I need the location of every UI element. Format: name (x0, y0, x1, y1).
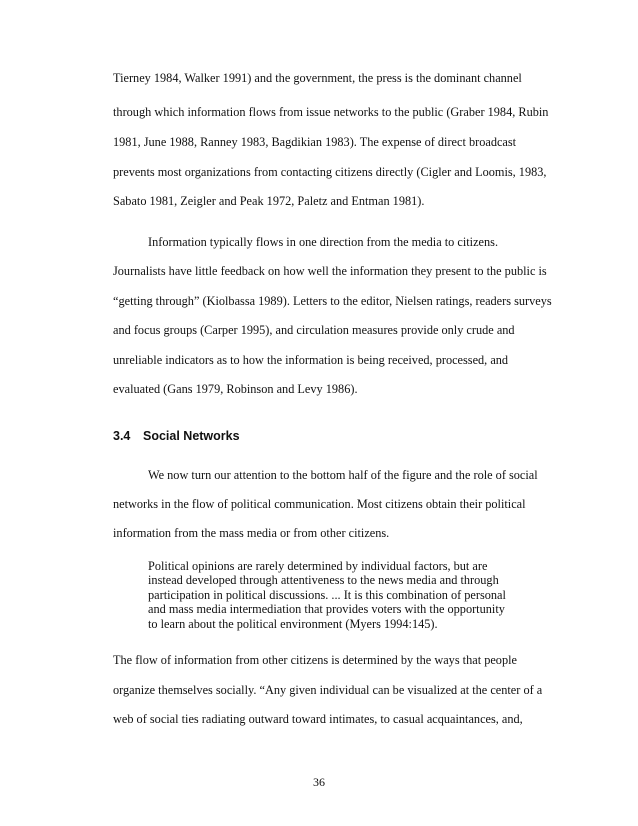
text-line: information from the mass media or from other citizens. (113, 526, 390, 540)
text-line: prevents most organizations from contacting citizens directly (Cigler and Loomis, 1983, (113, 165, 547, 179)
section-title: Social Networks (143, 429, 240, 443)
text-line: Journalists have little feedback on how well the information they present to the public is (113, 264, 547, 278)
section-number: 3.4 (113, 429, 131, 443)
text-line: We now turn our attention to the bottom half of the figure and the role of social (148, 468, 538, 482)
quote-line: and mass media intermediation that provides voters with the opportunity (148, 602, 505, 616)
quote-line: instead developed through attentiveness to the news media and through (148, 573, 499, 587)
text-line: organize themselves socially. “Any given individual can be visualized at the center of a (113, 683, 543, 697)
quote-line: to learn about the political environment (Myers 1994:145). (148, 617, 438, 631)
text-line: and focus groups (Carper 1995), and circulation measures provide only crude and (113, 323, 515, 337)
text-line: Sabato 1981, Zeigler and Peak 1972, Paletz and Entman 1981). (113, 194, 425, 208)
text-line: evaluated (Gans 1979, Robinson and Levy 1986). (113, 382, 358, 396)
quote-line: Political opinions are rarely determined by individual factors, but are (148, 559, 488, 573)
text-line: through which information flows from issue networks to the public (Graber 1984, Rubin (113, 105, 549, 119)
page-number: 36 (313, 775, 325, 789)
text-line: 1981, June 1988, Ranney 1983, Bagdikian 1983). The expense of direct broadcast (113, 135, 517, 149)
section-heading (113, 428, 240, 444)
text-line: unreliable indicators as to how the information is being received, processed, and (113, 353, 509, 367)
text-line: Information typically flows in one direction from the media to citizens. (148, 235, 499, 249)
text-line: networks in the flow of political communication. Most citizens obtain their political (113, 497, 526, 511)
text-line: The flow of information from other citizens is determined by the ways that people (113, 653, 517, 667)
text-line: Tierney 1984, Walker 1991) and the government, the press is the dominant channel (113, 71, 522, 85)
text-line: web of social ties radiating outward toward intimates, to casual acquaintances, and, (113, 712, 523, 726)
quote-line: participation in political discussions. ... It is this combination of personal (148, 588, 506, 602)
text-line: “getting through” (Kiolbassa 1989). Letters to the editor, Nielsen ratings, readers surveys (113, 294, 552, 308)
